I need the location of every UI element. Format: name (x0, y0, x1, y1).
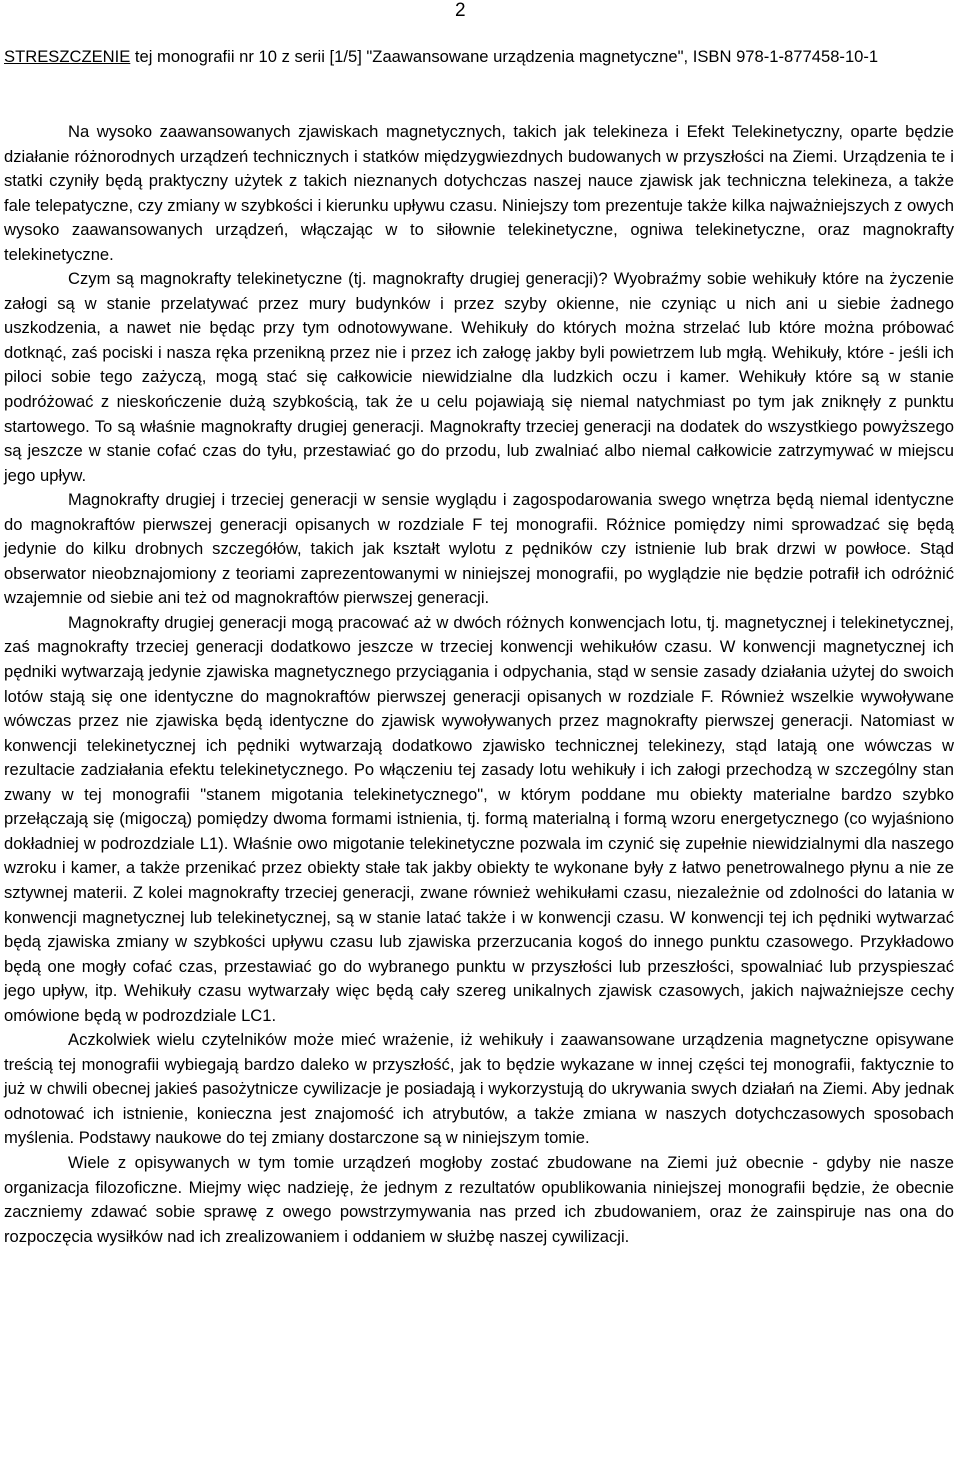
paragraph-2: Czym są magnokrafty telekinetyczne (tj. magnokrafty drugiej generacji)? Wyobraźmy sobie wehikuły które na życzenie załogi są w stanie przelatywać przez mury budynków i przez szyby okienne, nie czyniąc u nich ani u siebie żadnego uszkodzenia, a nawet nie będąc przy tym odnotowywane. Wehikuły do których można strzelać lub które można próbować dotknąć, zaś pociski i nasza ręka przenikną przez nie i przez ich załogę jakby byli powietrzem lub mgłą. Wehikuły, które - jeśli ich piloci sobie tego zażyczą, mogą stać się całkowicie niewidzialne dla ludzkich oczu i kamer. Wehikuły które są w stanie podróżować z nieskończenie dużą szybkością, tak że u celu pojawiają się niemal natychmiast po tym jak zniknęły z punktu startowego. To są właśnie magnokrafty drugiej generacji. Magnokrafty trzeciej generacji na dodatek do wszystkiego powyższego są jeszcze w stanie cofać czas do tyłu, przestawiać go do przodu, lub zwalniać albo niemal całkowicie zatrzymywać w miejscu jego upływ. (4, 269, 954, 485)
paragraph-5: Aczkolwiek wielu czytelników może mieć wrażenie, iż wehikuły i zaawansowane urządzenia magnetyczne opisywane treścią tej monografii wybiegają bardzo daleko w przyszłość, jak to będzie wykazane w innej części tej monografii, faktycznie to już w chwili obecnej jakieś pasożytnicze cywilizacje je posiadają i wykorzystują do ukrywania swych działań na Ziemi. Aby jednak odnotować ich istnienie, konieczna jest znajomość ich atrybutów, a także zmiana w naszych dotychczasowych sposobach myślenia. Podstawy naukowe do tej zmiany dostarczone są w niniejszym tomie. (4, 1030, 954, 1148)
document-heading (4, 45, 954, 70)
page-number: 2 (455, 0, 466, 21)
paragraph-1: Na wysoko zaawansowanych zjawiskach magnetycznych, takich jak telekineza i Efekt Telekinetyczny, oparte będzie działanie różnorodnych urządzeń technicznych i statków międzygwiezdnych budowanych w przyszłości na Ziemi. Urządzenia te i statki czyniły będą praktyczny użytek z takich nieznanych dotychczas naszej nauce zjawisk jak techniczna telekineza, a także fale telepatyczne, czy zmiany w szybkości i kierunku upływu czasu. Niniejszy tom prezentuje także kilka najważniejszych z owych wysoko zaawansowanych urządzeń, włączając w to siłownie telekinetyczne, ogniwa telekinetyczne, oraz magnokrafty telekinetyczne. (4, 122, 954, 264)
heading-rest: tej monografii nr 10 z serii [1/5] "Zaawansowane urządzenia magnetyczne", ISBN 978-1-877458-10-1 (130, 47, 879, 66)
paragraph-4: Magnokrafty drugiej generacji mogą pracować aż w dwóch różnych konwencjach lotu, tj. magnetycznej i telekinetycznej, zaś magnokrafty trzeciej generacji dodatkowo jeszcze w trzeciej konwencji wehikułów czasu. W konwencji magnetycznej ich pędniki wytwarzają jedynie zjawiska magnetycznego przyciągania i odpychania, stąd w sensie zasady działania użytej do swoich lotów stają się one identyczne do magnokraftów pierwszej generacji opisanych w rozdziale F. Również wszelkie wywoływane wówczas przez nie zjawiska będą identyczne do zjawisk wywoływanych przez magnokrafty pierwszej generacji. Natomiast w konwencji telekinetycznej ich pędniki wytwarzają dodatkowo zjawisko technicznej telekinezy, stąd latają one wówczas w rezultacie zadziałania efektu telekinetycznego. Po włączeniu tej zasady lotu wehikuły i ich załogi przechodzą w szczególny stan zwany w tej monografii "stanem migotania telekinetycznego", w którym poddane mu obiekty materialne bardzo szybko przełączają się (migoczą) pomiędzy dwoma formami istnienia, tj. formą materialną i formą wzoru energetycznego (co wyjaśniono dokładniej w podrozdziale L1). Właśnie owo migotanie telekinetyczne pozwala im czynić się zupełnie niewidzialnymi dla naszego wzroku i kamer, a także przenikać przez obiekty stałe tak jakby obiekty te wykonane były z łatwo penetrowalnego płynu a nie ze sztywnej materii. Z kolei magnokrafty trzeciej generacji, zwane również wehikułami czasu, niezależnie od zdolności do latania w konwencji magnetycznej lub telekinetycznej, są w stanie latać także i w konwencji czasu. W konwencji tej ich pędniki wytwarzać będą zjawiska zmiany w szybkości upływu czasu lub zjawiska przerzucania kogoś do innego punktu czasowego. Przykładowo będą one mogły cofać czas, przestawiać go do wybranego punktu w przyszłości lub przeszłości, spowalniać lub przyspieszać jego upływ, itp. Wehikuły czasu wytwarzały więc będą cały szereg unikalnych zjawisk czasowych, jakich najważniejsze cechy omówione będą w podrozdziale LC1. (4, 612, 954, 1025)
paragraph-3: Magnokrafty drugiej i trzeciej generacji w sensie wyglądu i zagospodarowania swego wnętrza będą niemal identyczne do magnokraftów pierwszej generacji opisanych w rozdziale F tej monografii. Różnice pomiędzy nimi sprowadzać się będą jedynie do kilku drobnych szczegółów, takich jak kształt wylotu z pędników czy istnienie lub brak drzwi w powłoce. Stąd obserwator nieobznajomiony z teoriami zaprezentowanymi w niniejszej monografii, po wyglądzie nie będzie potrafił ich odróżnić wzajemnie od siebie ani też od magnokraftów pierwszej generacji. (4, 490, 954, 608)
body-text (4, 120, 954, 1249)
heading-lead: STRESZCZENIE (4, 47, 131, 66)
paragraph-6: Wiele z opisywanych w tym tomie urządzeń mogłoby zostać zbudowane na Ziemi już obecnie - gdyby nie nasze organizacja filozoficzne. Miejmy więc nadzieję, że jednym z rezultatów opublikowania niniejszej monografii będzie, że obecnie zaczniemy zdawać sobie sprawę z owego powstrzymywania nas przed ich zbudowaniem, oraz że zainspiruje nas ona do rozpoczęcia wysiłków nad ich zrealizowaniem i oddaniem w służbę naszej cywilizacji. (4, 1152, 954, 1246)
